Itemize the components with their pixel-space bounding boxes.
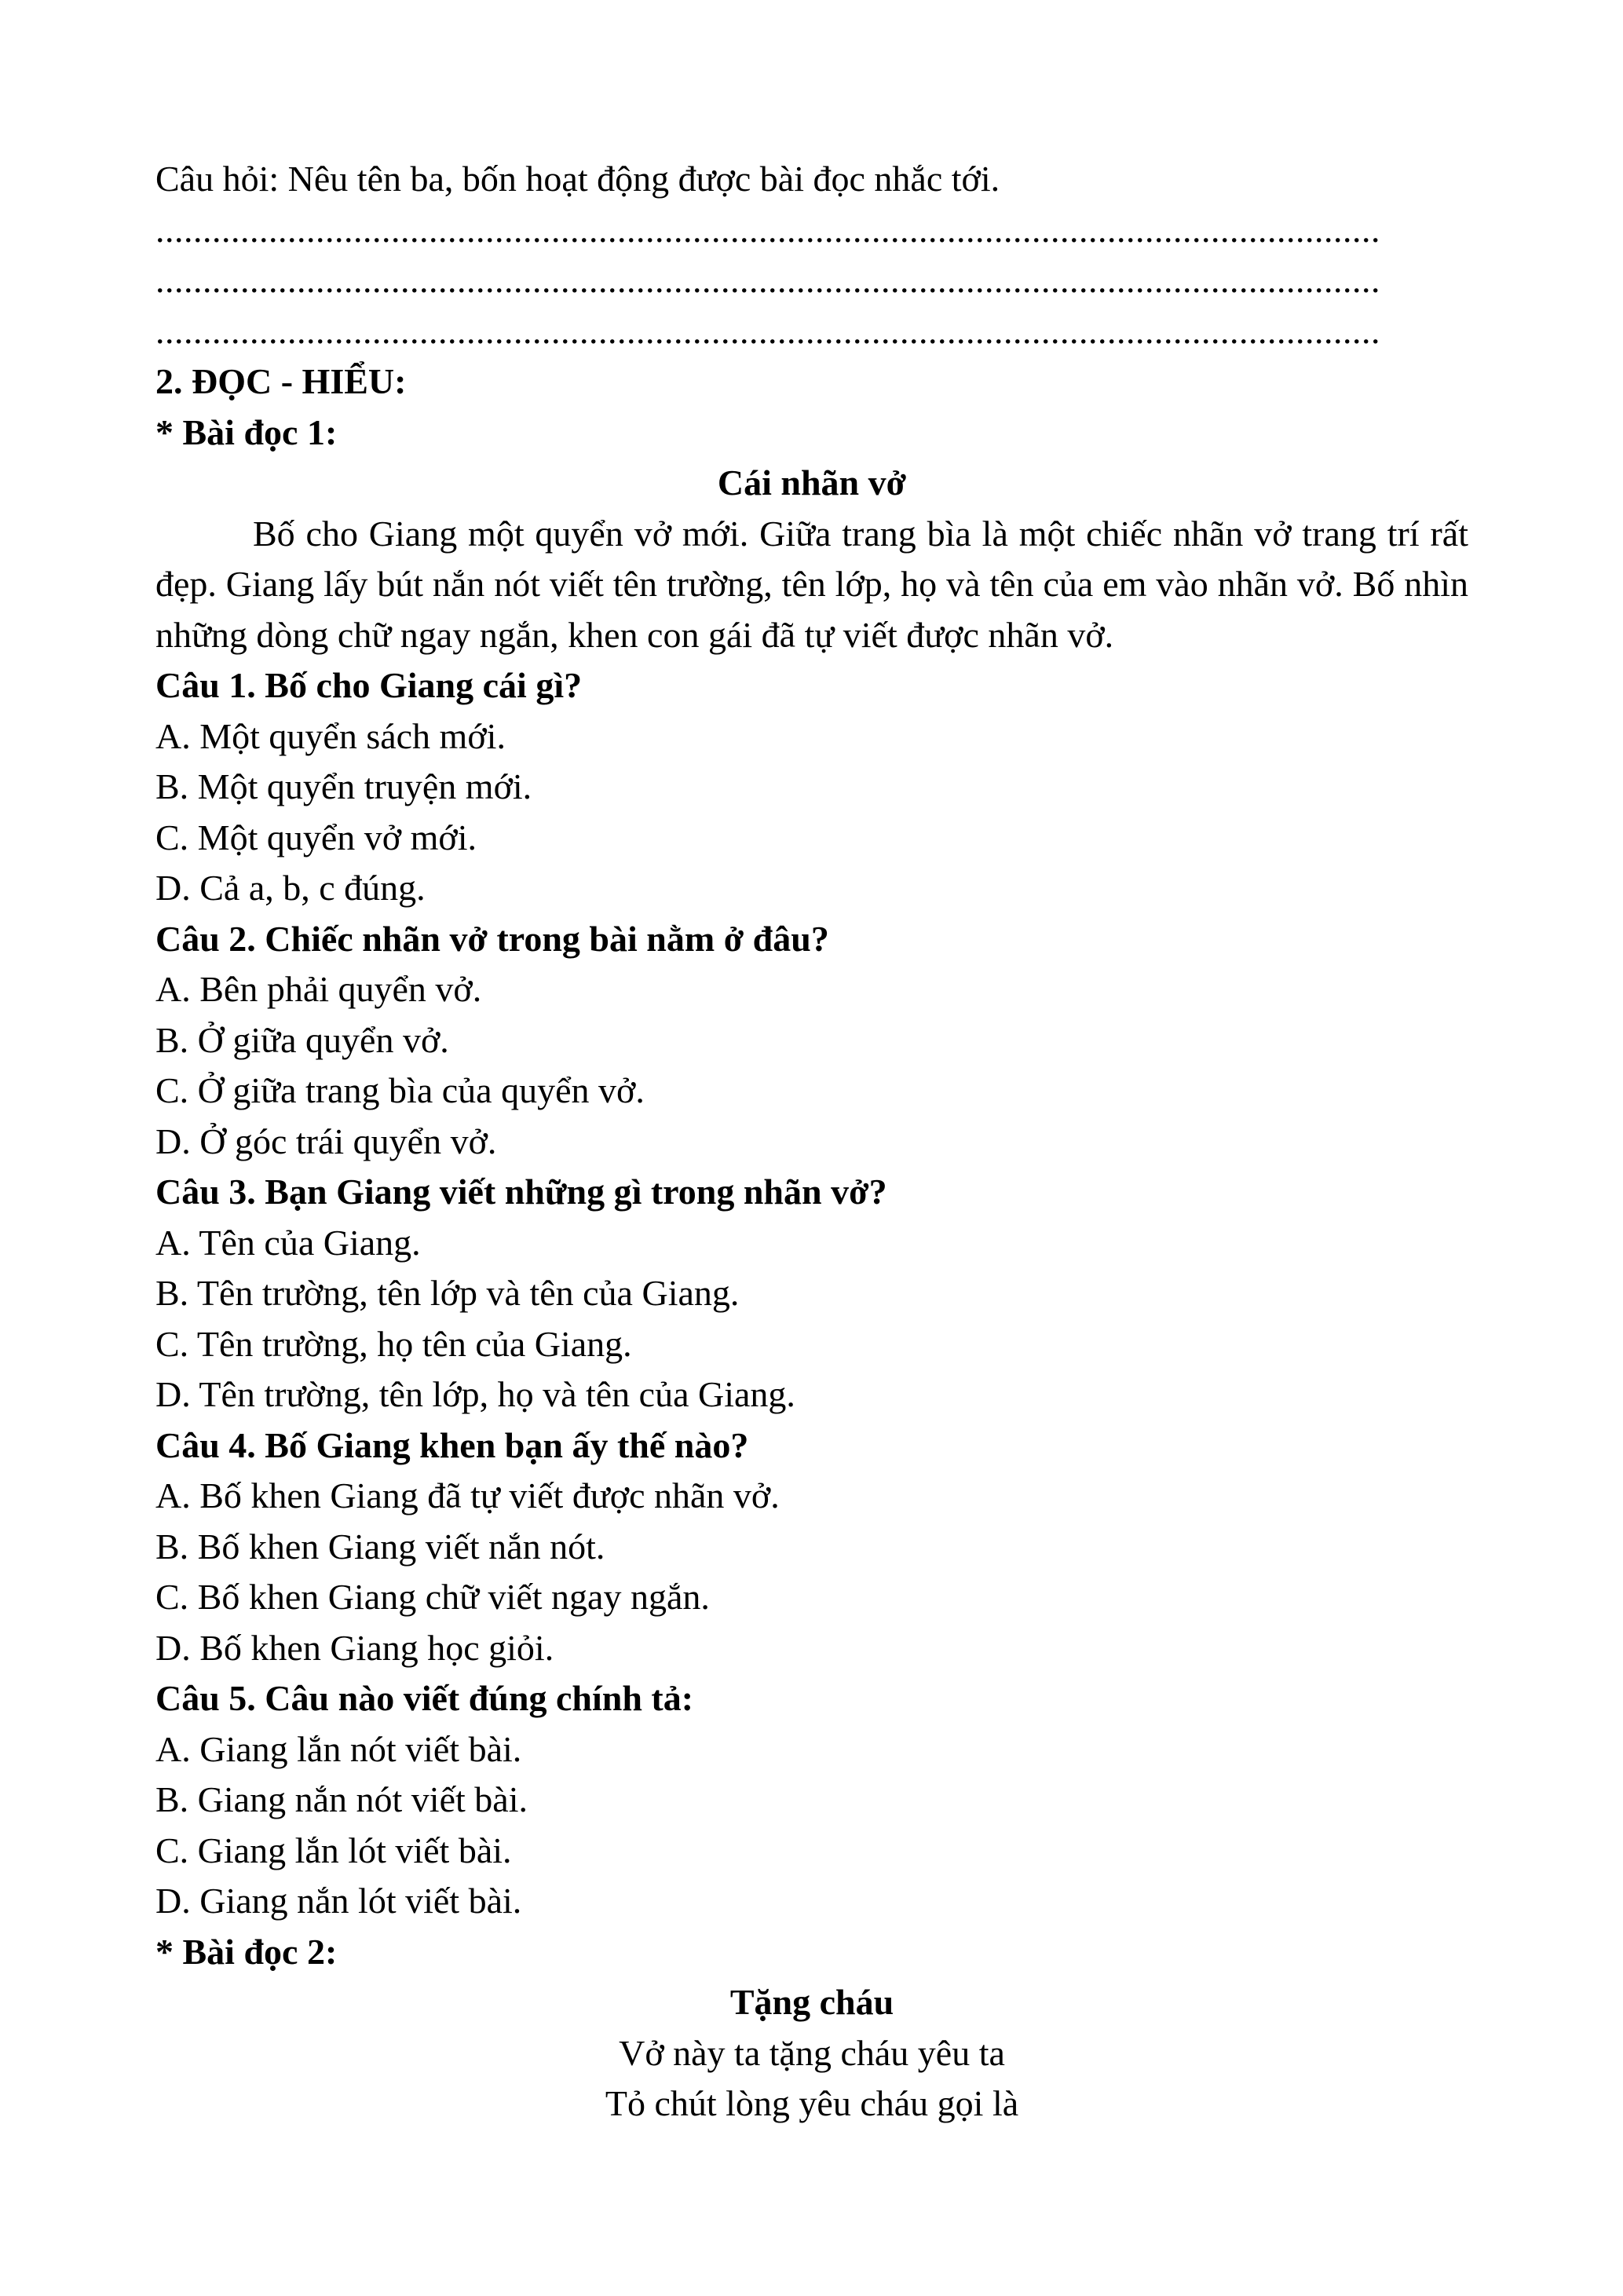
question-title: Câu 4. Bố Giang khen bạn ấy thế nào?: [155, 1424, 749, 1465]
question-block-4: [155, 1420, 1468, 1674]
answer-line: ..................................................................................................................................: [155, 310, 1380, 351]
answer-line: ..................................................................................................................................: [155, 260, 1380, 300]
answer-option: C. Tên trường, họ tên của Giang.: [155, 1323, 632, 1364]
question-title: Câu 2. Chiếc nhãn vở trong bài nằm ở đâu?: [155, 918, 829, 959]
document-page: [155, 154, 1468, 2130]
answer-option: D. Tên trường, tên lớp, họ và tên của Giang.: [155, 1374, 795, 1414]
poem-line: Tỏ chút lòng yêu cháu gọi là: [605, 2083, 1019, 2123]
question-title: Câu 3. Bạn Giang viết những gì trong nhãn vở?: [155, 1172, 887, 1212]
question-block-3: [155, 1167, 1468, 1420]
answer-option: D. Bố khen Giang học giỏi.: [155, 1627, 554, 1668]
answer-option: D. Ở góc trái quyển vở.: [155, 1121, 497, 1161]
answer-option: B. Tên trường, tên lớp và tên của Giang.: [155, 1273, 740, 1313]
answer-line: ..................................................................................................................................: [155, 209, 1380, 250]
reading2-label: * Bài đọc 2:: [155, 1931, 338, 1972]
reading2-title: Tặng cháu: [729, 1982, 894, 2022]
answer-option: A. Bố khen Giang đã tự viết được nhãn vở.: [155, 1475, 780, 1515]
answer-option: A. Bên phải quyển vở.: [155, 969, 482, 1009]
question-block-1: [155, 660, 1468, 914]
answer-option: A. Tên của Giang.: [155, 1222, 421, 1263]
answer-option: A. Một quyển sách mới.: [155, 715, 506, 756]
answer-option: D. Giang nắn lót viết bài.: [155, 1881, 522, 1921]
question-title: Câu 1. Bố cho Giang cái gì?: [155, 665, 583, 705]
answer-option: A. Giang lắn nót viết bài.: [155, 1728, 522, 1769]
question-title: Câu 5. Câu nào viết đúng chính tả:: [155, 1678, 694, 1718]
answer-option: C. Giang lắn lót viết bài.: [155, 1830, 512, 1870]
poem-line: Vở này ta tặng cháu yêu ta: [619, 2032, 1005, 2073]
intro-question: Câu hỏi: Nêu tên ba, bốn hoạt động được bài đọc nhắc tới.: [155, 159, 1000, 199]
answer-option: C. Một quyển vở mới.: [155, 817, 477, 857]
answer-option: B. Giang nắn nót viết bài.: [155, 1779, 528, 1819]
section-heading: 2. ĐỌC - HIỂU:: [155, 361, 407, 401]
answer-option: B. Ở giữa quyển vở.: [155, 1019, 449, 1060]
reading1-paragraph: Bố cho Giang một quyển vở mới. Giữa trang bìa là một chiếc nhãn vở trang trí rất đẹp. Giang lấy bút nắn nót viết tên trường, tên lớp, họ và tên của em vào nhãn vở. Bố nhìn những dòng chữ ngay ngắn, khen con gái đã tự viết được nhãn vở.: [155, 513, 1468, 655]
answer-option: C. Ở giữa trang bìa của quyển vở.: [155, 1070, 645, 1110]
question-block-5: [155, 1673, 1468, 1927]
reading1-label: * Bài đọc 1:: [155, 411, 338, 452]
answer-option: D. Cả a, b, c đúng.: [155, 868, 426, 908]
reading1-title: Cái nhãn vở: [717, 462, 907, 503]
answer-option: C. Bố khen Giang chữ viết ngay ngắn.: [155, 1577, 710, 1617]
question-block-2: [155, 914, 1468, 1168]
answer-option: B. Bố khen Giang viết nắn nót.: [155, 1526, 605, 1567]
answer-option: B. Một quyển truyện mới.: [155, 766, 532, 806]
